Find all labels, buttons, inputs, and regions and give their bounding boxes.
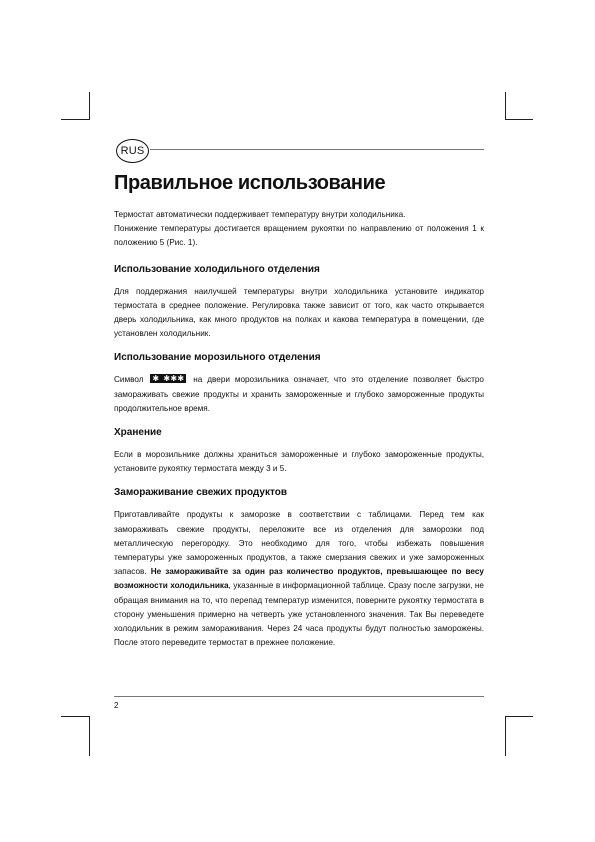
- page-title: Правильное использование: [114, 172, 386, 194]
- page-number: 2: [114, 701, 119, 710]
- crop-mark: [505, 716, 533, 717]
- freezing-text-part2: , указанные в информационной таблице. Сразу после загрузки, не обращая внимания на то, что перепад температур изменится, поверните рукоятку термостата в сторону уменьшения примерно на четверть уже установленного значения. Так Вы переведете холодильник в режим замораживания. Через 24 часа продукты будут полностью заморожены. После этого переведите термостат в прежнее положение.: [114, 581, 484, 648]
- crop-mark: [505, 92, 506, 120]
- section-heading-freezer: Использование морозильного отделения: [114, 352, 321, 364]
- crop-mark: [61, 716, 89, 717]
- section-heading-storage: Хранение: [114, 427, 162, 439]
- section-text-freezing: [114, 508, 484, 650]
- section-heading-fridge: Использование холодильного отделения: [114, 263, 320, 275]
- freezer-text-after: на двери морозильника означает, что это отделение позволяет быстро замораживать свежие продукты и хранить замороженные и глубоко замороженные продукты продолжительное время.: [114, 375, 484, 413]
- crop-mark: [61, 119, 89, 120]
- crop-mark: [89, 92, 90, 120]
- section-text-freezer: [114, 373, 484, 416]
- footer-rule: [114, 696, 484, 697]
- freezer-stars-icon: ✱ ✱ ✱ ✱: [150, 374, 186, 383]
- language-badge: RUS: [116, 139, 149, 163]
- section-text-storage: Если в морозильнике должны храниться замороженные и глубоко замороженные продукты, установите рукоятку термостата между 3 и 5.: [114, 450, 484, 474]
- document-body: [114, 208, 484, 650]
- freezing-text-part1: Приготавливайте продукты к заморозке в соответствии с таблицами. Перед тем как замораживать свежие продукты, переложите все из отделения для заморозки под металлическую перегородку. Это необходимо для того, чтобы избежать повышения температуры уже замороженных продуктов, а также смерзания свежих и уже замороженных запасов.: [114, 510, 484, 577]
- freezer-text-before: Символ: [114, 375, 144, 385]
- crop-mark: [505, 716, 506, 756]
- crop-mark: [505, 119, 533, 120]
- crop-mark: [89, 716, 90, 756]
- intro-paragraph: Термостат автоматически поддерживает температуру внутри холодильника.: [114, 210, 406, 219]
- freezing-warning-bold: Не замораживайте за один раз количество продуктов, превышающее по весу возможности холодильника: [114, 567, 484, 591]
- intro-paragraph: Понижение температуры достигается вращением рукоятки по направлению от положения 1 к положению 5 (Рис. 1).: [114, 224, 484, 248]
- section-text-fridge: Для поддержания наилучшей температуры внутри холодильника установите индикатор термостата в среднее положение. Регулировка также зависит от того, как часто открывается дверь холодильника, как много продуктов на полках и какова температура в помещении, где установлен холодильник.: [114, 286, 484, 339]
- section-heading-freezing: Замораживание свежих продуктов: [114, 487, 287, 499]
- header-rule: [150, 149, 484, 150]
